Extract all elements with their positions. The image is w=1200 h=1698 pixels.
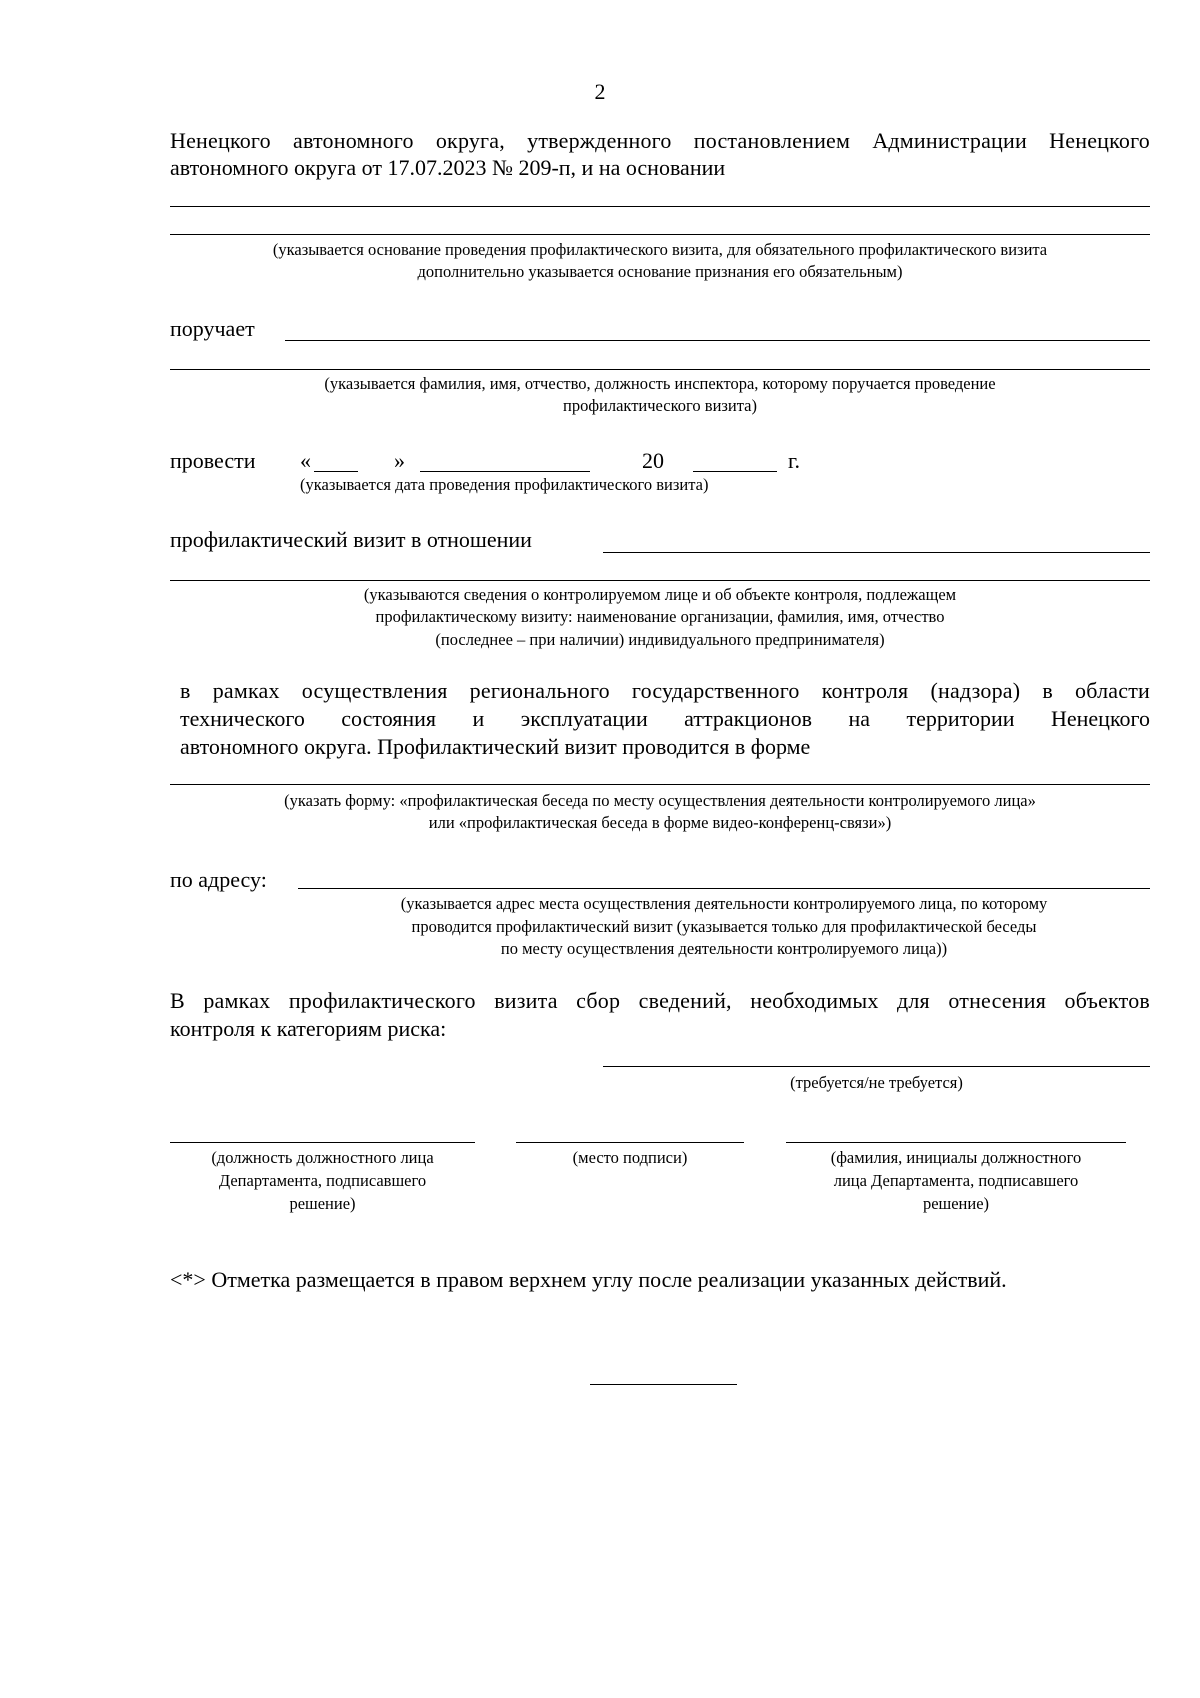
visit-caption-line-1: (указываются сведения о контролируемом лице и об объекте контроля, подлежащем [363,585,957,604]
conduct-caption: (указывается дата проведения профилактического визита) [300,475,709,494]
framework-line-2: технического состояния и эксплуатации аттракционов на территории Ненецкого [180,706,1150,731]
framework-line-3: автономного округа. Профилактический визит проводится в форме [180,734,811,759]
position-signature-line[interactable] [170,1142,475,1143]
risk-line-1: В рамках профилактического визита сбор сведений, необходимых для отнесения объектов [170,988,1150,1013]
name-caption-line-1: (фамилия, инициалы должностного [830,1148,1082,1167]
basis-caption-line-1: (указывается основание проведения профилактического визита, для обязательного профилактического визита [272,240,1048,259]
quote-open: « [300,448,311,473]
quote-close: » [394,448,405,473]
name-caption-line-3: решение) [922,1194,990,1213]
page-number: 2 [594,79,606,104]
visit-regarding-label: профилактический визит в отношении [170,527,532,552]
place-signature-line[interactable] [516,1142,744,1143]
controlled-entity-line-1[interactable] [603,552,1150,553]
address-caption-line-2: проводится профилактический визит (указывается только для профилактической беседы [411,917,1037,936]
address-caption-line-1: (указывается адрес места осуществления деятельности контролируемого лица, по которому [400,894,1048,913]
form-caption-line-2: или «профилактическая беседа в форме видео-конференц-связи») [428,813,892,832]
inspector-line-1[interactable] [285,340,1150,341]
place-caption: (место подписи) [572,1148,688,1167]
month-line[interactable] [420,471,590,472]
framework-line-1: в рамках осуществления регионального государственного контроля (надзора) в области [180,678,1150,703]
conduct-label: провести [170,448,256,473]
risk-line-2: контроля к категориям риска: [170,1016,447,1041]
position-caption-line-3: решение) [289,1194,356,1213]
basis-line-1[interactable] [170,206,1150,207]
name-caption-line-2: лица Департамента, подписавшего [833,1171,1079,1190]
address-caption-line-3: по месту осуществления деятельности контролируемого лица)) [500,939,948,958]
name-signature-line[interactable] [786,1142,1126,1143]
position-caption-line-1: (должность должностного лица [211,1148,434,1167]
assigns-caption-line-2: профилактического визита) [563,396,757,415]
basis-caption-line-2: дополнительно указывается основание признания его обязательным) [417,262,903,281]
basis-line-2[interactable] [170,234,1150,235]
address-line[interactable] [298,888,1150,889]
position-caption-line-2: Департамента, подписавшего [218,1171,427,1190]
closing-rule [590,1384,737,1385]
year-prefix: 20 [642,448,664,473]
year-suffix: г. [788,448,801,473]
form-caption-line-1: (указать форму: «профилактическая беседа по месту осуществления деятельности контролируемого лица» [284,791,1036,810]
assigns-label: поручает [170,316,255,341]
intro-line-2: автономного округа от 17.07.2023 № 209-п, и на основании [170,155,726,180]
footnote: <*> Отметка размещается в правом верхнем углу после реализации указанных действий. [170,1267,1007,1292]
visit-caption-line-2: профилактическому визиту: наименование организации, фамилия, имя, отчество [375,607,945,626]
day-line[interactable] [314,471,358,472]
visit-caption-line-3: (последнее – при наличии) индивидуального предпринимателя) [435,630,885,649]
address-label: по адресу: [170,867,267,892]
risk-required-line[interactable] [603,1066,1150,1067]
controlled-entity-line-2[interactable] [170,580,1150,581]
inspector-line-2[interactable] [170,369,1150,370]
visit-form-line[interactable] [170,784,1150,785]
intro-line-1: Ненецкого автономного округа, утвержденного постановлением Администрации Ненецкого [170,128,1150,153]
year-line[interactable] [693,471,777,472]
risk-caption: (требуется/не требуется) [790,1073,963,1092]
assigns-caption-line-1: (указывается фамилия, имя, отчество, должность инспектора, которому поручается проведение [324,374,996,393]
